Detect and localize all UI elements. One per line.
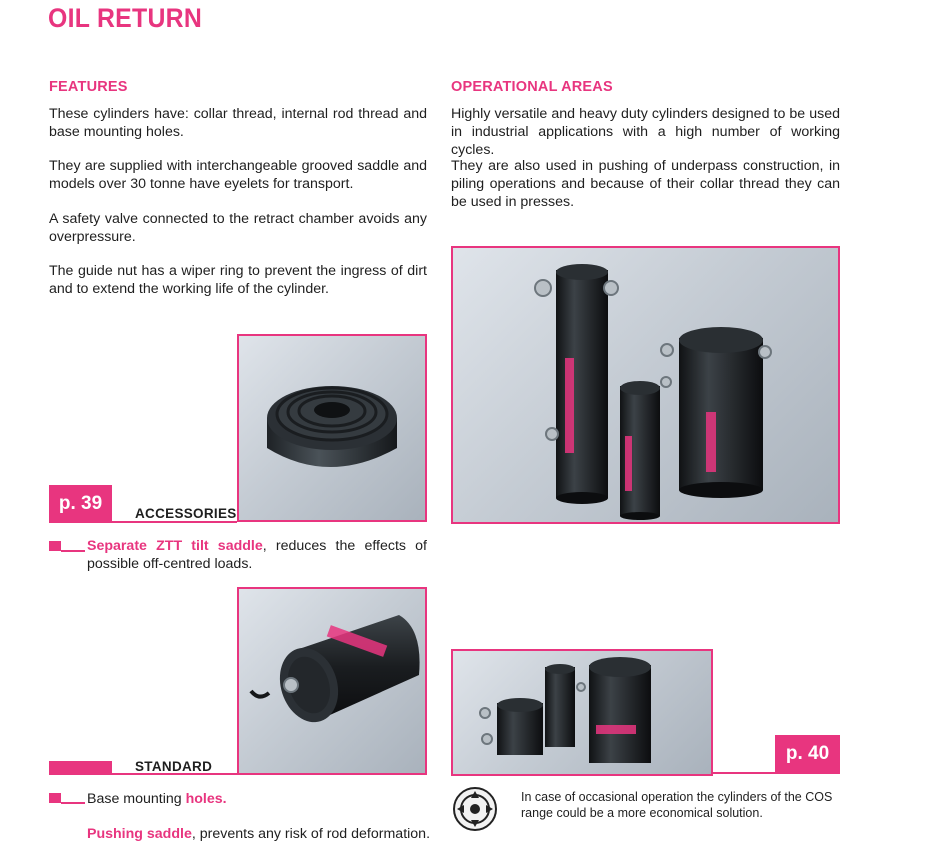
accessories-rule [112, 521, 237, 523]
tilt-saddle-description: , reduces the effects of possible off-centred loads. [87, 538, 427, 572]
operational-heading: OPERATIONAL AREAS [451, 79, 613, 95]
standard-item-2 [87, 825, 432, 843]
operational-paragraph-2: They are also used in pushing of underpass construction, in piling operations and because of their collar thread they can be used in presses. [451, 158, 840, 210]
features-paragraph-1: These cylinders have: collar thread, internal rod thread and base mounting holes. [49, 106, 427, 140]
tilt-saddle-photo [237, 334, 427, 522]
standard-tab [49, 761, 112, 775]
standard-cylinder-photo [237, 587, 427, 775]
holes-link[interactable]: holes. [185, 791, 227, 807]
tilt-saddle-link[interactable]: Separate ZTT tilt saddle [87, 538, 263, 554]
features-heading: FEATURES [49, 79, 128, 95]
cos-note-text: In case of occasional operation the cylinders of the COS range could be a more economical solution. [521, 790, 833, 820]
cos-rule [713, 772, 840, 774]
features-paragraph-4: The guide nut has a wiper ring to prevent the ingress of dirt and to extend the working life of the cylinder. [49, 263, 427, 297]
accessories-bullet-line [61, 550, 85, 552]
cylinders-group-photo [451, 246, 840, 524]
standard-bullet-line [61, 802, 85, 804]
cos-cylinders-photo [451, 649, 713, 776]
pushing-saddle-description: , prevents any risk of rod deformation. [191, 826, 431, 842]
cos-cylinders-illustration [453, 651, 711, 774]
accessories-bullet [49, 541, 61, 551]
tilt-saddle-illustration [239, 336, 425, 520]
pushing-saddle-link[interactable]: Pushing saddle [87, 826, 192, 842]
standard-item-1 [87, 790, 427, 808]
page-ref-badge-40[interactable]: p. 40 [775, 735, 840, 773]
operational-paragraph-1: Highly versatile and heavy duty cylinders designed to be used in industrial applications with a high number of working cycles. [451, 106, 840, 158]
features-paragraph-2: They are supplied with interchangeable grooved saddle and models over 30 tonne have eyelets for transport. [49, 158, 427, 192]
accessories-label: ACCESSORIES [135, 506, 237, 521]
features-paragraph-3: A safety valve connected to the retract chamber avoids any overpressure. [49, 211, 427, 245]
standard-cylinder-illustration [239, 589, 425, 773]
rotation-icon [452, 786, 498, 832]
accessories-item [87, 537, 427, 573]
standard-label: STANDARD [135, 759, 213, 774]
page-title: OIL RETURN [48, 3, 203, 33]
base-mounting-text: Base mounting [87, 791, 186, 807]
standard-bullet [49, 793, 61, 803]
page-ref-badge-39[interactable]: p. 39 [49, 485, 112, 523]
cylinders-group-illustration [453, 248, 838, 522]
